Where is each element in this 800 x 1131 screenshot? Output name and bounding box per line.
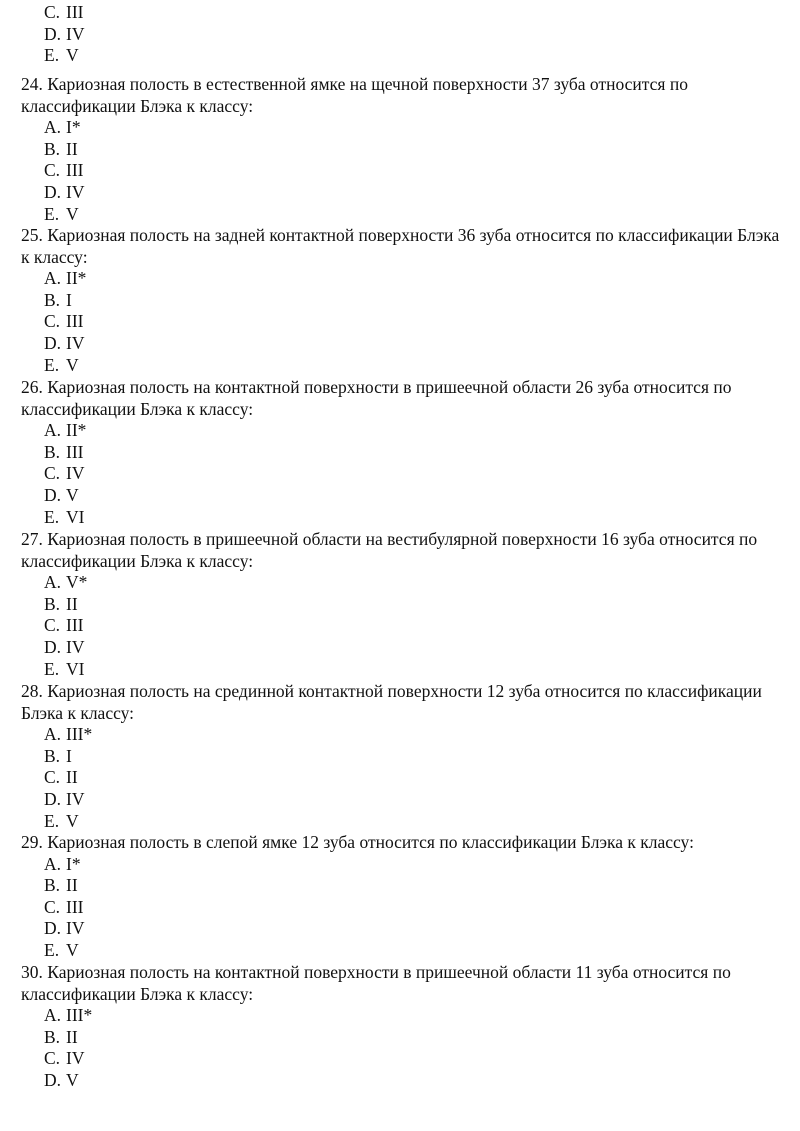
option-text: II* (66, 268, 87, 289)
option-text: V* (66, 572, 88, 593)
option-text: I* (66, 117, 81, 138)
option-item (0, 594, 800, 616)
option-text: III* (66, 724, 93, 745)
option-item (0, 1027, 800, 1049)
option-text: II (66, 1026, 78, 1047)
option-letter: C. (44, 615, 61, 636)
option-text: II (66, 875, 78, 896)
option-text: III (66, 896, 84, 917)
question-27 (0, 529, 800, 680)
option-item (0, 767, 800, 789)
question-24 (0, 74, 800, 225)
option-text: II* (66, 420, 87, 441)
option-text: II (66, 138, 78, 159)
option-letter: D. (44, 1069, 62, 1090)
option-item (0, 290, 800, 312)
option-item (0, 182, 800, 204)
option-item (0, 875, 800, 897)
option-text: III (66, 615, 84, 636)
option-letter: E. (44, 354, 60, 375)
option-letter: D. (44, 636, 62, 657)
option-item (0, 572, 800, 594)
option-text: V (66, 1069, 79, 1090)
option-item (0, 789, 800, 811)
option-letter: C. (44, 463, 61, 484)
option-item (0, 1048, 800, 1070)
option-item (0, 811, 800, 833)
option-item (0, 724, 800, 746)
option-letter: D. (44, 484, 62, 505)
question-text: 26. Кариозная полость на контактной поверхности в пришеечной области 26 зуба относится по классификации Блэка к классу: (21, 377, 732, 419)
option-item (0, 897, 800, 919)
question-text: 29. Кариозная полость в слепой ямке 12 зуба относится по классификации Блэка к классу: (21, 832, 694, 852)
option-text: IV (66, 918, 85, 939)
option-letter: A. (44, 724, 62, 745)
option-text: IV (66, 332, 85, 353)
option-item (0, 1070, 800, 1092)
option-text: I* (66, 853, 81, 874)
option-letter: A. (44, 1005, 62, 1026)
option-item (0, 45, 800, 67)
option-letter: B. (44, 593, 61, 614)
option-letter: D. (44, 918, 62, 939)
option-text: I (66, 745, 72, 766)
option-text: IV (66, 788, 85, 809)
option-text: III (66, 311, 84, 332)
option-text: V (66, 810, 79, 831)
option-text: IV (66, 463, 85, 484)
option-item (0, 485, 800, 507)
option-letter: E. (44, 658, 60, 679)
question-29 (0, 832, 800, 962)
option-letter: B. (44, 441, 61, 462)
option-letter: A. (44, 572, 62, 593)
option-item (0, 268, 800, 290)
option-letter: B. (44, 875, 61, 896)
question-25 (0, 225, 800, 376)
option-letter: E. (44, 45, 60, 66)
option-text: VI (66, 506, 85, 527)
option-letter: E. (44, 203, 60, 224)
question-30 (0, 962, 800, 1092)
option-letter: A. (44, 268, 62, 289)
continued-options (0, 2, 800, 67)
option-letter: B. (44, 1026, 61, 1047)
question-26 (0, 377, 800, 528)
option-text: IV (66, 1048, 85, 1069)
question-28 (0, 681, 800, 832)
option-letter: A. (44, 117, 62, 138)
option-item (0, 918, 800, 940)
option-item (0, 854, 800, 876)
option-item (0, 160, 800, 182)
option-letter: A. (44, 420, 62, 441)
option-text: IV (66, 181, 85, 202)
question-text: 25. Кариозная полость на задней контактной поверхности 36 зуба относится по классификации Блэка к классу: (21, 225, 780, 267)
option-item (0, 1005, 800, 1027)
option-item (0, 442, 800, 464)
option-letter: C. (44, 896, 61, 917)
option-item (0, 204, 800, 226)
option-item (0, 24, 800, 46)
option-item (0, 746, 800, 768)
option-letter: C. (44, 1048, 61, 1069)
option-text: II (66, 593, 78, 614)
option-letter: B. (44, 138, 61, 159)
option-letter: D. (44, 181, 62, 202)
option-letter: C. (44, 767, 61, 788)
option-item (0, 507, 800, 529)
question-text: 28. Кариозная полость на срединной контактной поверхности 12 зуба относится по классификации Блэка к классу: (21, 681, 762, 723)
option-letter: B. (44, 745, 61, 766)
option-letter: D. (44, 23, 62, 44)
option-item (0, 117, 800, 139)
option-text: III (66, 441, 84, 462)
option-letter: D. (44, 332, 62, 353)
option-text: V (66, 484, 79, 505)
option-item (0, 637, 800, 659)
option-text: V (66, 939, 79, 960)
option-letter: C. (44, 2, 61, 22)
option-item (0, 2, 800, 24)
option-text: III* (66, 1005, 93, 1026)
option-item (0, 139, 800, 161)
option-text: V (66, 45, 79, 66)
option-text: III (66, 160, 84, 181)
question-text: 24. Кариозная полость в естественной ямке на щечной поверхности 37 зуба относится по классификации Блэка к классу: (21, 74, 688, 116)
option-letter: E. (44, 506, 60, 527)
option-letter: A. (44, 853, 62, 874)
option-text: IV (66, 636, 85, 657)
option-item (0, 940, 800, 962)
option-item (0, 333, 800, 355)
option-letter: C. (44, 311, 61, 332)
option-item (0, 615, 800, 637)
option-letter: E. (44, 939, 60, 960)
option-letter: E. (44, 810, 60, 831)
option-item (0, 311, 800, 333)
option-letter: C. (44, 160, 61, 181)
option-text: I (66, 289, 72, 310)
option-item (0, 420, 800, 442)
question-text: 30. Кариозная полость на контактной поверхности в пришеечной области 11 зуба относится по классификации Блэка к классу: (21, 962, 731, 1004)
option-text: VI (66, 658, 85, 679)
option-text: II (66, 767, 78, 788)
option-item (0, 355, 800, 377)
option-item (0, 659, 800, 681)
option-item (0, 463, 800, 485)
option-letter: D. (44, 788, 62, 809)
question-text: 27. Кариозная полость в пришеечной области на вестибулярной поверхности 16 зуба относится по классификации Блэка к классу: (21, 529, 758, 571)
option-text: V (66, 203, 79, 224)
option-text: IV (66, 23, 85, 44)
option-text: III (66, 2, 84, 22)
option-letter: B. (44, 289, 61, 310)
option-text: V (66, 354, 79, 375)
